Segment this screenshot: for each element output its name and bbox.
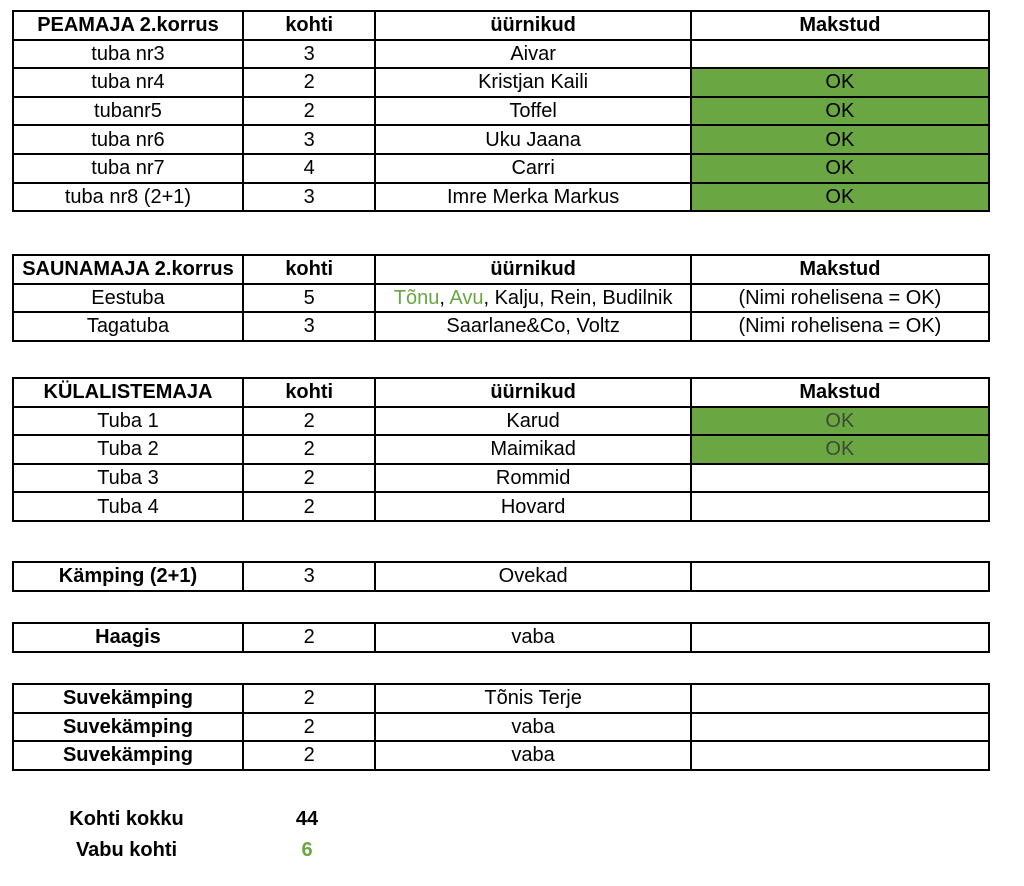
tenants-cell[interactable]: Tõnis Terje [375, 684, 690, 713]
table-row [13, 312, 989, 341]
room-cell[interactable]: Suvekämping [13, 741, 243, 770]
room-cell[interactable]: Tuba 2 [13, 435, 243, 464]
paid-cell[interactable]: OK [691, 435, 989, 464]
spots-cell[interactable]: 2 [243, 713, 376, 742]
room-cell[interactable]: tubanr5 [13, 97, 243, 126]
table-row [13, 435, 989, 464]
spots-cell[interactable]: 4 [243, 154, 376, 183]
table-row [13, 713, 989, 742]
table-row [13, 407, 989, 436]
paid-cell[interactable] [691, 623, 989, 652]
tenant-names: , Kalju, Rein, Budilnik [483, 286, 673, 309]
room-cell[interactable]: tuba nr6 [13, 125, 243, 154]
header-tenants[interactable]: üürnikud [375, 255, 690, 284]
total-spots-label[interactable]: Kohti kokku [69, 808, 184, 830]
spots-cell[interactable]: 2 [243, 435, 376, 464]
table-row [13, 492, 989, 521]
table-row [13, 183, 989, 212]
tenants-cell[interactable]: Rommid [375, 464, 690, 493]
tenants-cell[interactable]: Imre Merka Markus [375, 183, 690, 212]
paid-cell[interactable]: OK [691, 125, 989, 154]
table-row [13, 40, 989, 69]
room-cell[interactable]: Tuba 1 [13, 407, 243, 436]
tenants-cell[interactable]: Ovekad [375, 562, 690, 591]
room-cell[interactable]: tuba nr3 [13, 40, 243, 69]
tenants-cell[interactable]: Toffel [375, 97, 690, 126]
paid-cell[interactable]: OK [691, 183, 989, 212]
tenants-cell[interactable]: Carri [375, 154, 690, 183]
paid-cell[interactable] [691, 684, 989, 713]
header-paid[interactable]: Makstud [691, 255, 989, 284]
paid-cell[interactable]: OK [691, 97, 989, 126]
room-cell[interactable]: tuba nr8 (2+1) [13, 183, 243, 212]
spots-cell[interactable]: 2 [243, 97, 376, 126]
saunamaja-table [12, 254, 990, 342]
table-header-row [13, 11, 989, 40]
section-title[interactable]: SAUNAMAJA 2.korrus [13, 255, 243, 284]
spots-cell[interactable]: 3 [243, 562, 376, 591]
paid-cell[interactable] [691, 713, 989, 742]
table-row [13, 684, 989, 713]
table-header-row [13, 378, 989, 407]
paid-cell[interactable] [691, 492, 989, 521]
room-cell[interactable]: tuba nr4 [13, 68, 243, 97]
paid-cell[interactable]: (Nimi rohelisena = OK) [691, 284, 989, 313]
table-row [13, 741, 989, 770]
tenants-cell[interactable]: vaba [375, 713, 690, 742]
tenants-cell[interactable]: vaba [375, 741, 690, 770]
tenants-cell[interactable]: Saarlane&Co, Voltz [375, 312, 690, 341]
header-spots[interactable]: kohti [243, 378, 376, 407]
header-paid[interactable]: Makstud [691, 11, 989, 40]
paid-cell[interactable]: OK [691, 68, 989, 97]
paid-tenant-name: Avu [449, 286, 484, 309]
peamaja-table [12, 10, 990, 212]
header-tenants[interactable]: üürnikud [375, 378, 690, 407]
tenants-cell[interactable]: Kristjan Kaili [375, 68, 690, 97]
paid-cell[interactable] [691, 741, 989, 770]
table-header-row [13, 255, 989, 284]
header-paid[interactable]: Makstud [691, 378, 989, 407]
total-spots-value[interactable]: 44 [295, 808, 319, 830]
spots-cell[interactable]: 3 [243, 312, 376, 341]
tenants-cell[interactable] [375, 284, 690, 313]
room-cell[interactable]: Eestuba [13, 284, 243, 313]
spots-cell[interactable]: 3 [243, 40, 376, 69]
room-cell[interactable]: Suvekämping [13, 713, 243, 742]
suvekamping-table [12, 683, 990, 771]
spots-cell[interactable]: 2 [243, 684, 376, 713]
room-cell[interactable]: tuba nr7 [13, 154, 243, 183]
paid-cell[interactable] [691, 562, 989, 591]
kamping-table [12, 561, 990, 592]
paid-cell[interactable] [691, 464, 989, 493]
tenants-cell[interactable]: Aivar [375, 40, 690, 69]
tenants-cell[interactable]: Hovard [375, 492, 690, 521]
paid-cell[interactable]: OK [691, 154, 989, 183]
table-row [13, 97, 989, 126]
paid-tenant-name: Tõnu [393, 286, 440, 309]
spots-cell[interactable]: 2 [243, 68, 376, 97]
room-cell[interactable]: Suvekämping [13, 684, 243, 713]
section-title[interactable]: KÜLALISTEMAJA [13, 378, 243, 407]
table-row [13, 464, 989, 493]
kulalistemaja-table [12, 377, 990, 522]
table-row [13, 623, 989, 652]
spots-cell[interactable]: 2 [243, 464, 376, 493]
tenants-cell[interactable]: Maimikad [375, 435, 690, 464]
tenants-cell[interactable]: Karud [375, 407, 690, 436]
room-cell[interactable]: Haagis [13, 623, 243, 652]
header-spots[interactable]: kohti [243, 11, 376, 40]
tenants-cell[interactable]: vaba [375, 623, 690, 652]
spots-cell[interactable]: 3 [243, 183, 376, 212]
table-row [13, 562, 989, 591]
spots-cell[interactable]: 2 [243, 492, 376, 521]
spots-cell[interactable]: 2 [243, 407, 376, 436]
spots-cell[interactable]: 5 [243, 284, 376, 313]
paid-cell[interactable] [691, 40, 989, 69]
table-row [13, 125, 989, 154]
room-cell[interactable]: Kämping (2+1) [13, 562, 243, 591]
room-cell[interactable]: Tuba 3 [13, 464, 243, 493]
section-title[interactable]: PEAMAJA 2.korrus [13, 11, 243, 40]
room-cell[interactable]: Tagatuba [13, 312, 243, 341]
separator: , [439, 286, 450, 309]
room-cell[interactable]: Tuba 4 [13, 492, 243, 521]
table-row [13, 154, 989, 183]
paid-cell[interactable]: OK [691, 407, 989, 436]
paid-cell[interactable]: (Nimi rohelisena = OK) [691, 312, 989, 341]
header-spots[interactable]: kohti [243, 255, 376, 284]
spots-cell[interactable]: 3 [243, 125, 376, 154]
spots-cell[interactable]: 2 [243, 741, 376, 770]
haagis-table [12, 622, 990, 653]
free-spots-value[interactable]: 6 [301, 839, 313, 861]
free-spots-label[interactable]: Vabu kohti [75, 839, 178, 861]
header-tenants[interactable]: üürnikud [375, 11, 690, 40]
table-row [13, 284, 989, 313]
spots-cell[interactable]: 2 [243, 623, 376, 652]
table-row [13, 68, 989, 97]
tenants-cell[interactable]: Uku Jaana [375, 125, 690, 154]
